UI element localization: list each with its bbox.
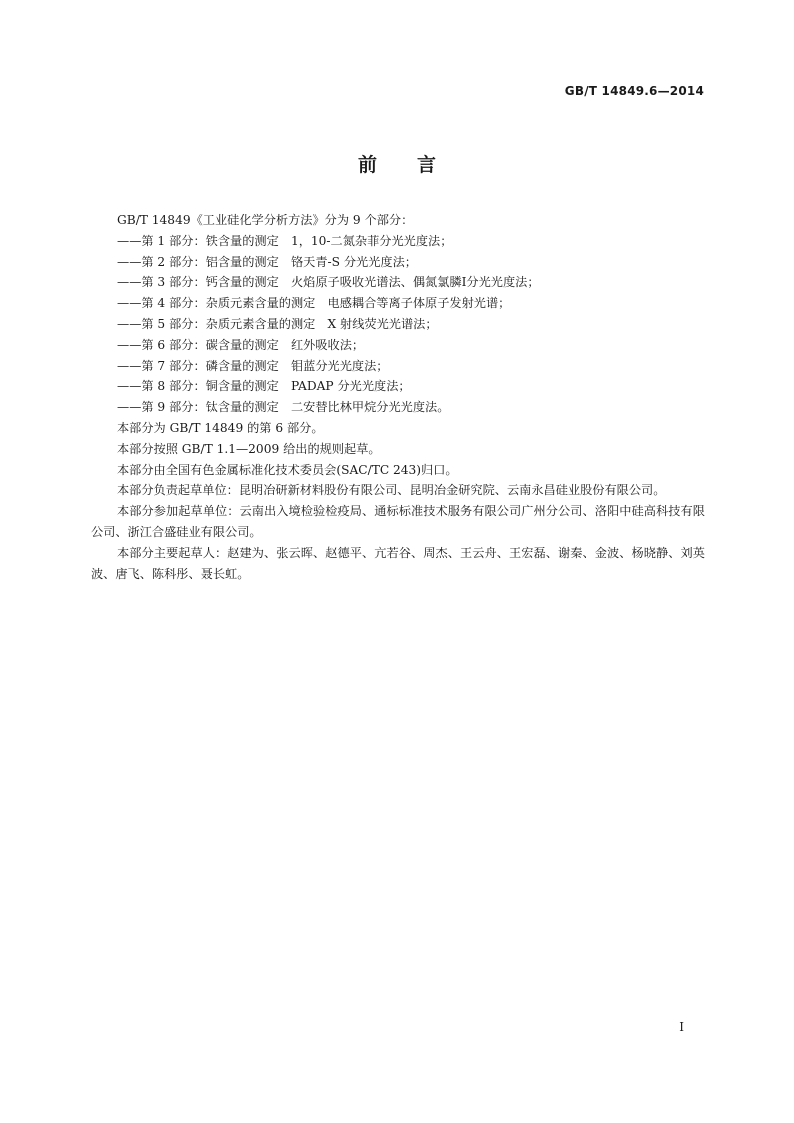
paragraph-part-number: 本部分为 GB/T 14849 的第 6 部分。 — [117, 420, 324, 435]
list-item: ——第 9 部分：钛含量的测定 二安替比林甲烷分光光度法。 — [117, 400, 450, 415]
intro-paragraph: GB/T 14849《工业硅化学分析方法》分为 9 个部分： — [117, 213, 414, 227]
paragraph-main-drafters: 本部分主要起草人：赵建为、张云晖、赵德平、亢若谷、周杰、王云舟、王宏磊、谢秦、金波、杨晓静、刘英波、唐飞、陈科彤、聂长虹。 — [91, 545, 705, 581]
paragraph-participating-drafters: 本部分参加起草单位：云南出入境检验检疫局、通标标准技术服务有限公司广州分公司、洛阳中硅高科技有限公司、浙江合盛硅业有限公司。 — [91, 504, 705, 539]
list-item: ——第 4 部分：杂质元素含量的测定 电感耦合等离子体原子发射光谱； — [117, 296, 511, 311]
list-item: ——第 8 部分：铜含量的测定 PADAP 分光光度法； — [117, 379, 411, 394]
standard-number: GB/T 14849.6—2014 — [564, 84, 704, 98]
page-number: Ⅰ — [679, 1020, 684, 1034]
paragraph-committee: 本部分由全国有色金属标准化技术委员会(SAC/TC 243)归口。 — [117, 462, 458, 477]
paragraph-lead-drafters: 本部分负责起草单位：昆明冶研新材料股份有限公司、昆明冶金研究院、云南永昌硅业股份有限公司。 — [117, 483, 666, 498]
list-item: ——第 3 部分：钙含量的测定 火焰原子吸收光谱法、偶氮氯膦Ⅰ分光光度法； — [117, 275, 540, 290]
list-item: ——第 7 部分：磷含量的测定 钼蓝分光光度法； — [117, 358, 389, 373]
list-item: ——第 5 部分：杂质元素含量的测定 X 射线荧光光谱法； — [117, 316, 438, 331]
page-title: 前言 — [357, 154, 476, 176]
foreword-body — [91, 210, 705, 584]
paragraph-drafting-rules: 本部分按照 GB/T 1.1—2009 给出的规则起草。 — [117, 441, 381, 456]
list-item: ——第 6 部分：碳含量的测定 红外吸收法； — [117, 337, 365, 352]
list-item: ——第 2 部分：铝含量的测定 铬天青-S 分光光度法； — [117, 254, 417, 269]
list-item: ——第 1 部分：铁含量的测定 1，10-二氮杂菲分光光度法； — [117, 233, 453, 248]
